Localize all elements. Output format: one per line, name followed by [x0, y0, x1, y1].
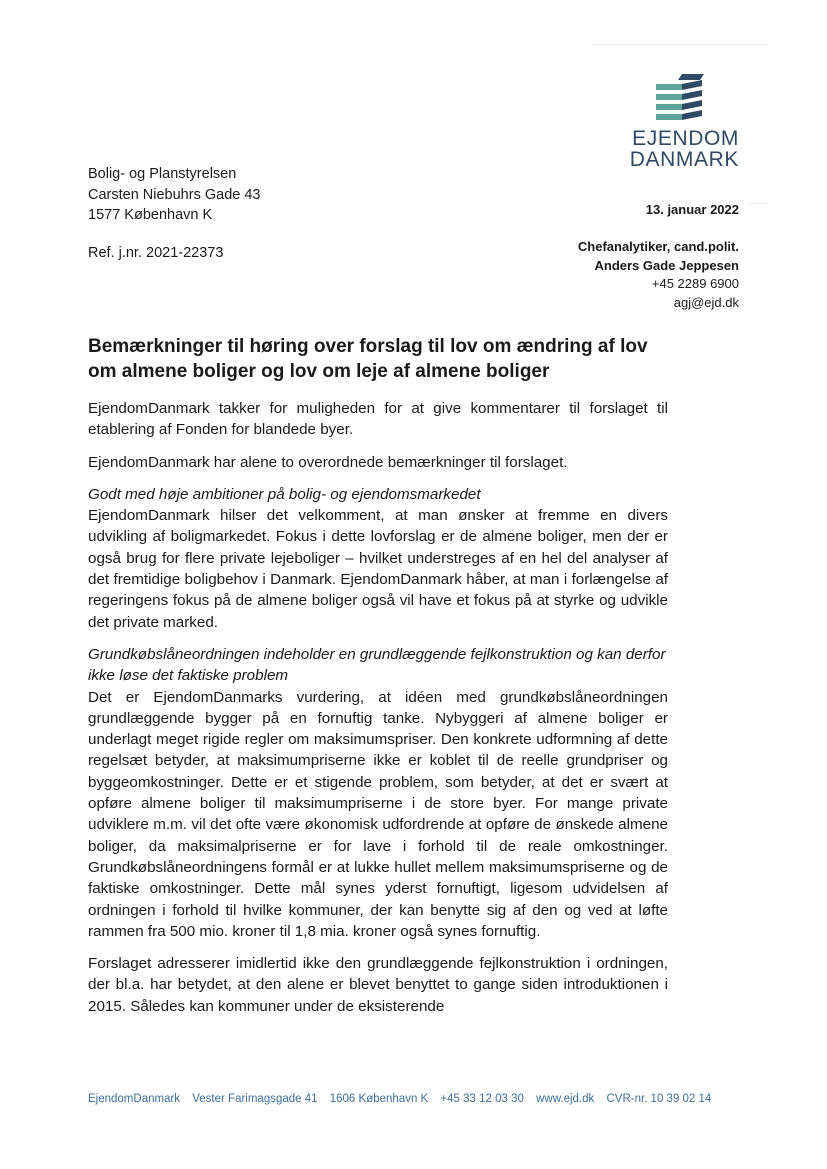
footer-phone: +45 33 12 03 30 — [440, 1093, 524, 1105]
recipient-address — [88, 164, 261, 226]
section-2 — [88, 644, 668, 942]
letter-body — [88, 334, 668, 1028]
letter-date: 13. januar 2022 — [645, 202, 739, 217]
logo-line-2: DANMARK — [629, 148, 739, 171]
paragraph: EjendomDanmark takker for muligheden for at give kommentarer til forslaget til etablering af Fonden for blandede byer. — [88, 400, 668, 439]
footer-cvr: CVR-nr. 10 39 02 14 — [606, 1093, 712, 1105]
section-1-title: Godt med høje ambitioner på bolig- og ejendomsmarkedet — [88, 485, 481, 503]
sender-contact — [578, 238, 739, 312]
reference-number: Ref. j.nr. 2021-22373 — [88, 245, 224, 261]
sender-email[interactable]: agj@ejd.dk — [673, 294, 739, 310]
section-1 — [88, 484, 668, 633]
recipient-line: Carsten Niebuhrs Gade 43 — [88, 186, 261, 203]
sender-name: Anders Gade Jeppesen — [594, 257, 739, 273]
logo-wordmark — [622, 128, 739, 170]
paragraph: EjendomDanmark har alene to overordnede bemærkninger til forslaget. — [88, 453, 568, 471]
section-1-body: EjendomDanmark hilser det velkomment, at man ønsker at fremme en divers udvikling af boligmarkedet. Fokus i dette lovforslag er de almene boliger, men der er også brug for flere private lejeboliger – hvilket understreges af en hel del analyser af det fremtidige boligbehov i Danmark. EjendomDanmark håber, at man i forlængelse af regeringens fokus på de almene boliger også vil have et fokus på at styrke og udvikle det private marked. — [88, 507, 668, 631]
ejendomdanmark-logo — [622, 72, 742, 170]
section-2-body: Det er EjendomDanmarks vurdering, at idéen med grundkøbslåneordningen grundlæggende bygger på en fornuftig tanke. Nybyggeri af almene boliger er underlagt meget rigide regler om maksimumspriser. Den konkrete udformning af dette regelsæt betyder, at maksimumpriserne ikke er koblet til de reelle grundpriser og byggeomkostninger. Dette er et stigende problem, som betyder, at det er svært at opføre almene boliger til maksimumpriserne i de store byer. For mange private udviklere m.m. vil det ofte være økonomisk udfordrende at opføre de ønskede almene boliger, da maksimalpriserne er for lave i forhold til de reale omkostninger. Grundkøbslåneordningens formål er at lukke hullet mellem maksimumspriserne og de faktiske omkostninger. Dette mål synes yderst fornuftigt, ligesom udvidelsen af ordningen i forhold til hvilke kommuner, der kan benytte sig af den og ved at løfte rammen fra 500 mio. kroner til 1,8 mia. kroner også synes fornuftig. — [88, 688, 668, 940]
recipient-line: Bolig- og Planstyrelsen — [88, 166, 237, 182]
footer-company: EjendomDanmark — [88, 1093, 181, 1105]
top-divider — [592, 44, 768, 45]
side-divider — [748, 203, 768, 204]
recipient-line: 1577 København K — [88, 207, 213, 223]
page-footer — [88, 1093, 711, 1105]
paragraph: Forslaget adresserer imidlertid ikke den grundlæggende fejlkonstruktion i ordningen, der bl.a. har betydet, at den alene er blevet benyttet to gange siden introduktionen i 2015. Således kan kommuner under de eksisterende — [88, 955, 668, 1015]
letter-heading: Bemærkninger til høring over forslag til lov om ændring af lov om almene boliger og lov om leje af almene boliger — [88, 336, 648, 382]
footer-city: 1606 København K — [329, 1093, 429, 1105]
sender-phone: +45 2289 6900 — [651, 276, 739, 291]
footer-street: Vester Farimagsgade 41 — [192, 1093, 318, 1105]
logo-line-1: EJENDOM — [632, 127, 739, 150]
section-2-title: Grundkøbslåneordningen indeholder en grundlæggende fejlkonstruktion og kan derfor ikke løse det faktiske problem — [88, 645, 666, 685]
sender-title: Chefanalytiker, cand.polit. — [577, 239, 739, 254]
footer-web-link[interactable]: www.ejd.dk — [536, 1093, 595, 1105]
logo-stack-icon — [652, 72, 706, 120]
